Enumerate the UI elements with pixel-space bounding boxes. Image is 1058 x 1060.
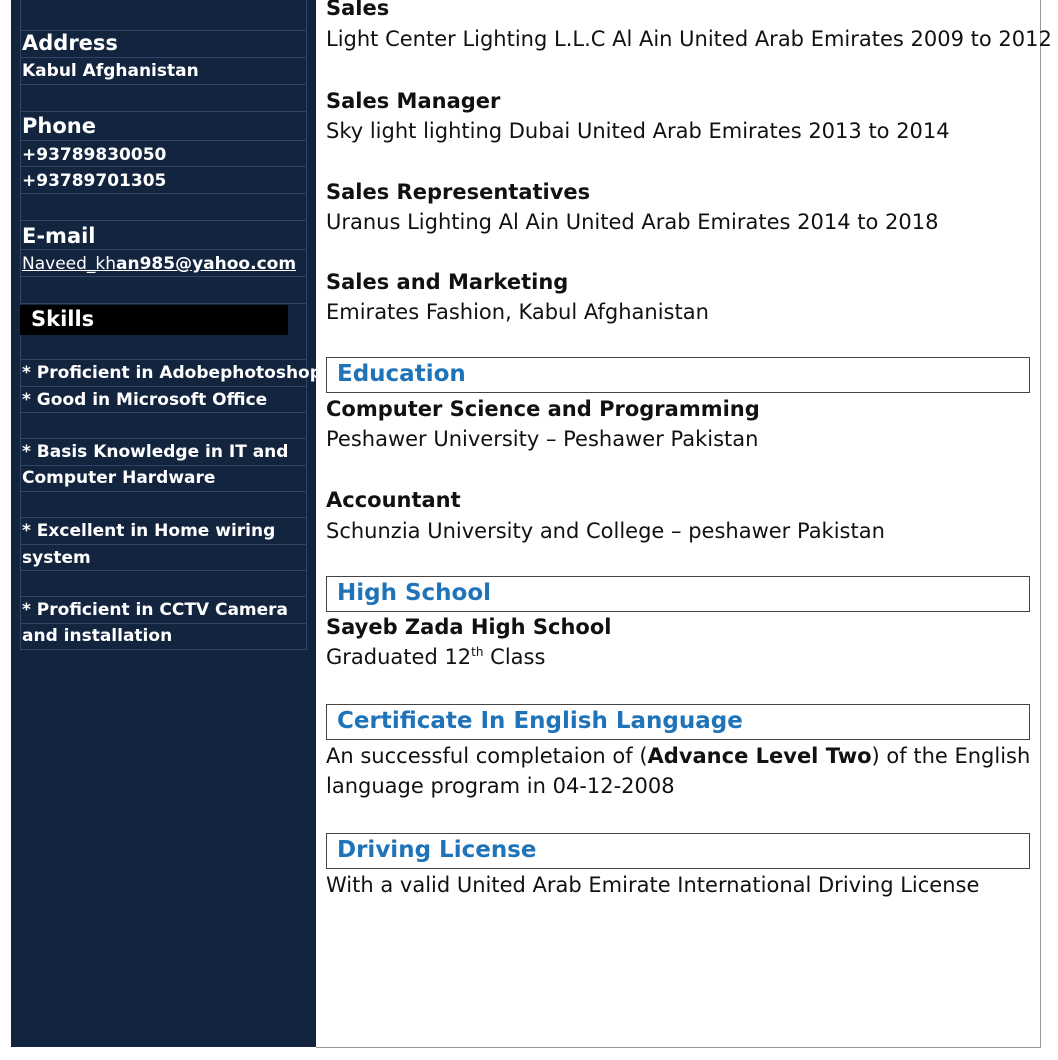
high-school-detail-sup: th: [471, 645, 484, 659]
sidebar-grid-line: [20, 140, 306, 141]
sidebar-grid-line: [20, 517, 306, 518]
certificate-detail-line: language program in 04-12-2008: [326, 774, 675, 798]
certificate-section-header: [326, 704, 1030, 740]
sidebar-grid-line: [20, 359, 306, 360]
email-heading: E-mail: [22, 224, 96, 248]
certificate-heading: Certificate In English Language: [337, 708, 743, 734]
skill-line: Computer Hardware: [22, 468, 216, 488]
sidebar-grid-line: [20, 623, 306, 624]
address-heading: Address: [22, 31, 118, 55]
job-title: Sales Representatives: [326, 180, 591, 204]
driving-detail: With a valid United Arab Emirate International Driving License: [326, 873, 980, 897]
job-title: Sales Manager: [326, 89, 501, 113]
sidebar-grid-line: [20, 438, 306, 439]
skill-line: system: [22, 548, 91, 568]
skill-line: * Good in Microsoft Office: [22, 390, 268, 410]
sidebar-grid-line: [20, 220, 306, 221]
high-school-heading: High School: [337, 580, 492, 606]
sidebar-grid-line: [306, 0, 307, 650]
high-school-detail-prefix: Graduated 12: [326, 645, 472, 669]
education-title: Computer Science and Programming: [326, 397, 760, 421]
driving-section-header: [326, 833, 1030, 869]
email-link[interactable]: [22, 254, 296, 274]
sidebar-grid-line: [20, 649, 306, 650]
sidebar-grid-line: [20, 465, 306, 466]
sidebar-grid-line: [20, 544, 306, 545]
sidebar-grid-line: [20, 276, 306, 277]
sidebar-grid-line: [20, 57, 306, 58]
job-detail: Sky light lighting Dubai United Arab Emirates 2013 to 2014: [326, 119, 950, 143]
job-detail: Light Center Lighting L.L.C Al Ain United Arab Emirates 2009 to 2012: [326, 27, 1052, 51]
education-detail: Peshawer University – Peshawer Pakistan: [326, 427, 759, 451]
email-link-prefix: Naveed_kh: [22, 254, 117, 274]
sidebar-grid-line: [20, 249, 306, 250]
skill-line: * Proficient in Adobephotoshop: [22, 363, 322, 383]
sidebar-grid-line: [20, 412, 306, 413]
education-section-header: [326, 357, 1030, 393]
skill-line: * Excellent in Home wiring: [22, 521, 276, 541]
job-title: Sales and Marketing: [326, 270, 569, 294]
certificate-line1-prefix: An successful completaion of (: [326, 744, 648, 768]
phone-heading: Phone: [22, 114, 96, 138]
education-title: Accountant: [326, 488, 461, 512]
address-value: Kabul Afghanistan: [22, 61, 199, 81]
job-detail: Emirates Fashion, Kabul Afghanistan: [326, 300, 709, 324]
job-title: Sales: [326, 0, 390, 20]
main-content: [316, 0, 1052, 1048]
high-school-title: Sayeb Zada High School: [326, 615, 612, 639]
high-school-section-header: [326, 576, 1030, 612]
high-school-detail-suffix: Class: [483, 645, 546, 669]
skill-line: * Basis Knowledge in IT and: [22, 442, 289, 462]
sidebar-grid-line: [20, 570, 306, 571]
job-detail: Uranus Lighting Al Ain United Arab Emirates 2014 to 2018: [326, 210, 939, 234]
certificate-level: Advance Level Two: [647, 744, 872, 768]
skill-line: and installation: [22, 626, 173, 646]
sidebar-grid-line: [20, 84, 306, 85]
high-school-detail: [326, 645, 545, 669]
sidebar-grid-line: [20, 193, 306, 194]
sidebar-grid-line: [20, 491, 306, 492]
phone-number: +93789701305: [22, 171, 167, 191]
skills-heading-bar: [20, 305, 288, 335]
email-link-rest: an985@yahoo.com: [116, 254, 297, 274]
education-heading: Education: [337, 361, 466, 387]
sidebar-grid-line: [20, 386, 306, 387]
sidebar-grid-line: [20, 166, 306, 167]
sidebar-grid-line: [20, 111, 306, 112]
driving-heading: Driving License: [337, 837, 537, 863]
sidebar-grid-line: [20, 303, 306, 304]
education-detail: Schunzia University and College – peshawer Pakistan: [326, 519, 885, 543]
sidebar-grid-line: [20, 596, 306, 597]
phone-number: +93789830050: [22, 145, 167, 165]
certificate-detail-line: [326, 744, 1030, 768]
skill-line: * Proficient in CCTV Camera: [22, 600, 289, 620]
skills-heading: Skills: [31, 307, 95, 331]
certificate-line1-suffix: ) of the English: [871, 744, 1031, 768]
